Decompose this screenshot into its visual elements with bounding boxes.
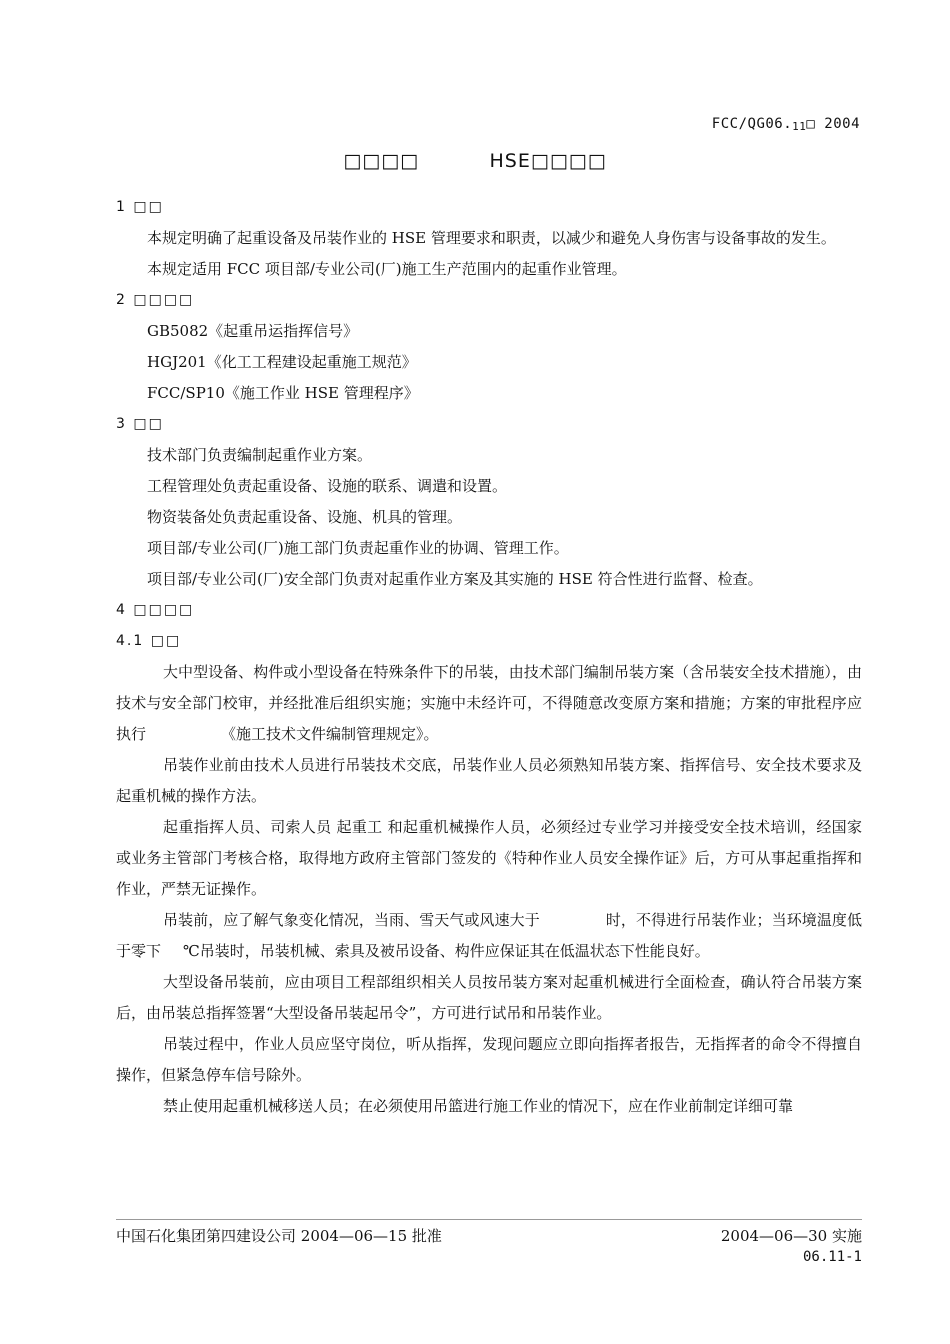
reference-item: GB5082《起重吊运指挥信号》: [147, 322, 359, 340]
section-1-purpose-text: 本规定明确了起重设备及吊装作业的 HSE 管理要求和职责，以减少和避免人身伤害与设备事故的发生。: [147, 229, 836, 247]
section-4-heading: 4 □□□□: [116, 602, 195, 618]
section-1-heading: 1 □□: [116, 199, 164, 215]
section-4-1-heading: 4.1 □□: [116, 633, 182, 649]
document-body: [116, 192, 862, 1122]
section-3-heading: 3 □□: [116, 416, 164, 432]
document-code-prefix: FCC/QG06.: [711, 116, 793, 132]
lifting-process-paragraph: 吊装过程中，作业人员应坚守岗位，听从指挥，发现问题应立即向指挥者报告，无指挥者的命令不得擅自操作，但紧急停车信号除外。: [116, 1035, 862, 1084]
weather-condition-paragraph: [116, 905, 862, 967]
weather-text-b: 时，不得进行吊装作业；当环境温度低于零下: [116, 911, 862, 960]
document-code: [712, 116, 860, 133]
effective-date: 2004—06—30 实施: [720, 1227, 862, 1245]
personnel-transport-paragraph: 禁止使用起重机械移送人员；在必须使用吊篮进行施工作业的情况下，应在作业前制定详细可靠: [163, 1097, 794, 1115]
reference-item: HGJ201《化工工程建设起重施工规范》: [147, 353, 417, 371]
lifting-plan-text: 大中型设备、构件或小型设备在特殊条件下的吊装，由技术部门编制吊装方案（含吊装安全技术措施），由技术与安全部门校审，并经批准后组织实施；实施中未经许可，不得随意改变原方案和措施；方案的审批程序应执行: [116, 663, 862, 743]
document-code-mark: □: [806, 116, 816, 132]
document-code-year: 2004: [824, 116, 860, 132]
lifting-plan-reference: 《施工技术文件编制管理规定》。: [221, 725, 439, 743]
lifting-plan-paragraph: [116, 657, 862, 750]
technical-briefing-paragraph: 吊装作业前由技术人员进行吊装技术交底，吊装作业人员必须熟知吊装方案、指挥信号、安全技术要求及起重机械的操作方法。: [116, 756, 862, 805]
document-code-sub: 11: [792, 120, 807, 133]
responsibility-item: 技术部门负责编制起重作业方案。: [147, 446, 373, 464]
approval-note: 中国石化集团第四建设公司 2004—06—15 批准: [116, 1227, 442, 1245]
section-2-heading: 2 □□□□: [116, 292, 195, 308]
page-number: 06.11-1: [802, 1249, 862, 1265]
reference-item: FCC/SP10《施工作业 HSE 管理程序》: [147, 384, 419, 402]
responsibility-item: 项目部/专业公司(厂)施工部门负责起重作业的协调、管理工作。: [147, 539, 569, 557]
pre-lift-inspection-paragraph: 大型设备吊装前，应由项目工程部组织相关人员按吊装方案对起重机械进行全面检查，确认符合吊装方案后，由吊装总指挥签署“大型设备吊装起吊令”，方可进行试吊和吊装作业。: [116, 973, 862, 1022]
weather-text-c: ℃吊装时，吊装机械、索具及被吊设备、构件应保证其在低温状态下性能良好。: [183, 942, 710, 960]
responsibility-item: 物资装备处负责起重设备、设施、机具的管理。: [147, 508, 463, 526]
responsibility-item: 项目部/专业公司(厂)安全部门负责对起重作业方案及其实施的 HSE 符合性进行监督、检查。: [147, 570, 763, 588]
responsibility-item: 工程管理处负责起重设备、设施的联系、调遣和设置。: [147, 477, 508, 495]
section-1-scope-text: 本规定适用 FCC 项目部/专业公司(厂)施工生产范围内的起重作业管理。: [147, 260, 627, 278]
personnel-qualification-paragraph: 起重指挥人员、司索人员 起重工 和起重机械操作人员，必须经过专业学习并接受安全技术培训，经国家或业务主管部门考核合格，取得地方政府主管部门签发的《特种作业人员安全操作证》后，方可从事起重指挥和作业，严禁无证操作。: [116, 818, 862, 898]
weather-text-a: 吊装前，应了解气象变化情况，当雨、雪天气或风速大于: [163, 911, 540, 929]
document-title: □□□□ HSE□□□□: [343, 150, 607, 172]
footer-divider: [116, 1219, 862, 1220]
